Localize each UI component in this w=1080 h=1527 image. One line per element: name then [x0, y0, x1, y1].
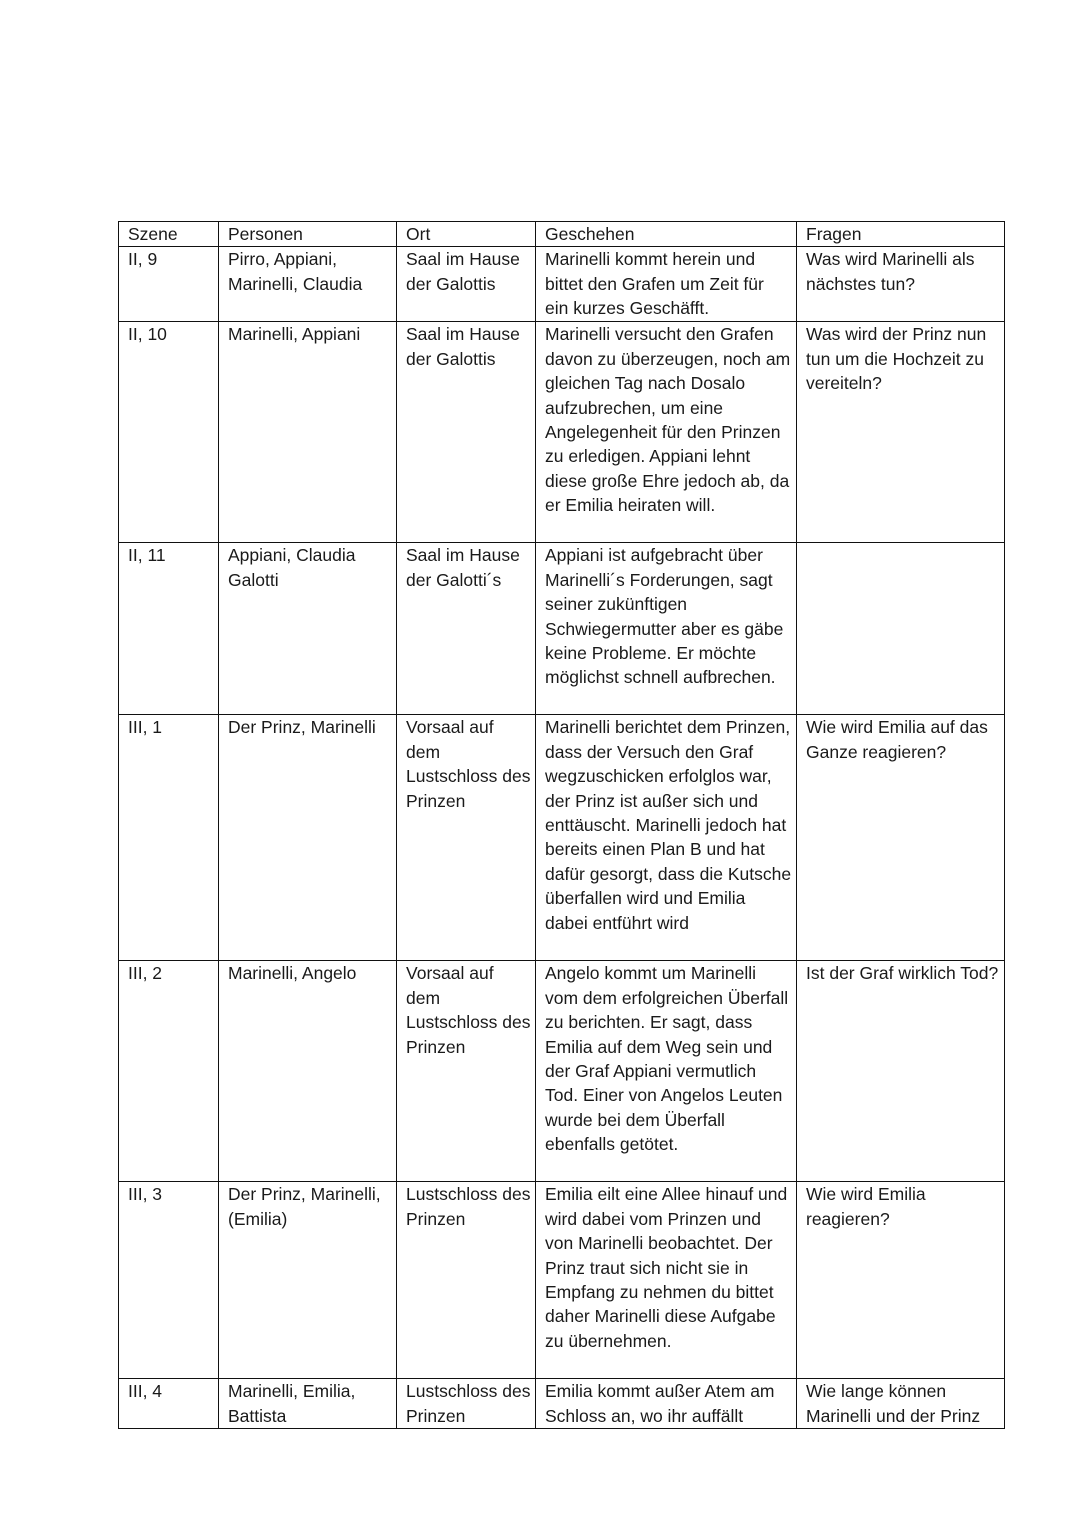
table-row — [119, 715, 1005, 961]
cell-scene: III, 2 — [119, 961, 219, 1182]
table-row — [119, 1379, 1005, 1429]
scene-table — [118, 221, 1005, 1429]
cell-events: Appiani ist aufgebracht über Marinelli´s Forderungen, sagt seiner zukünftigen Schwiegermutter aber es gäbe keine Probleme. Er möchte möglichst schnell aufbrechen. — [536, 543, 797, 715]
cell-events: Emilia eilt eine Allee hinauf und wird dabei vom Prinzen und von Marinelli beobachtet. Der Prinz traut sich nicht sie in Empfang zu nehmen du bittet daher Marinelli diese Aufgabe zu übernehmen. — [536, 1182, 797, 1379]
cell-persons: Marinelli, Emilia, Battista — [219, 1379, 397, 1429]
cell-scene: II, 10 — [119, 322, 219, 543]
header-scene: Szene — [119, 222, 219, 247]
cell-events: Angelo kommt um Marinelli vom dem erfolgreichen Überfall zu berichten. Er sagt, dass Emilia auf dem Weg sein und der Graf Appiani vermutlich Tod. Einer von Angelos Leuten wurde bei dem Überfall ebenfalls getötet. — [536, 961, 797, 1182]
cell-place: Saal im Hause der Galottis — [397, 247, 536, 322]
cell-events: Marinelli kommt herein und bittet den Grafen um Zeit für ein kurzes Geschäfft. — [536, 247, 797, 322]
header-place: Ort — [397, 222, 536, 247]
header-persons: Personen — [219, 222, 397, 247]
cell-questions: Was wird Marinelli als nächstes tun? — [797, 247, 1005, 322]
table-row — [119, 1182, 1005, 1379]
header-events: Geschehen — [536, 222, 797, 247]
cell-persons: Marinelli, Angelo — [219, 961, 397, 1182]
table-row — [119, 322, 1005, 543]
cell-scene: III, 3 — [119, 1182, 219, 1379]
table-row — [119, 543, 1005, 715]
cell-questions — [797, 543, 1005, 715]
cell-persons: Appiani, Claudia Galotti — [219, 543, 397, 715]
header-questions: Fragen — [797, 222, 1005, 247]
cell-questions: Wie wird Emilia auf das Ganze reagieren? — [797, 715, 1005, 961]
table-header-row — [119, 222, 1005, 247]
cell-persons: Der Prinz, Marinelli, (Emilia) — [219, 1182, 397, 1379]
cell-place: Vorsaal auf dem Lustschloss des Prinzen — [397, 715, 536, 961]
cell-place: Vorsaal auf dem Lustschloss des Prinzen — [397, 961, 536, 1182]
cell-scene: II, 11 — [119, 543, 219, 715]
cell-persons: Pirro, Appiani, Marinelli, Claudia — [219, 247, 397, 322]
cell-events: Marinelli berichtet dem Prinzen, dass der Versuch den Graf wegzuschicken erfolglos war, der Prinz ist außer sich und enttäuscht. Marinelli jedoch hat bereits einen Plan B und hat dafür gesorgt, dass die Kutsche überfallen wird und Emilia dabei entführt wird — [536, 715, 797, 961]
cell-questions: Wie lange können Marinelli und der Prinz — [797, 1379, 1005, 1429]
cell-questions: Wie wird Emilia reagieren? — [797, 1182, 1005, 1379]
cell-place: Saal im Hause der Galotti´s — [397, 543, 536, 715]
cell-scene: III, 1 — [119, 715, 219, 961]
table-row — [119, 961, 1005, 1182]
cell-events: Emilia kommt außer Atem am Schloss an, wo ihr auffällt — [536, 1379, 797, 1429]
cell-place: Saal im Hause der Galottis — [397, 322, 536, 543]
cell-scene: III, 4 — [119, 1379, 219, 1429]
cell-place: Lustschloss des Prinzen — [397, 1379, 536, 1429]
cell-place: Lustschloss des Prinzen — [397, 1182, 536, 1379]
cell-questions: Ist der Graf wirklich Tod? — [797, 961, 1005, 1182]
cell-events: Marinelli versucht den Grafen davon zu überzeugen, noch am gleichen Tag nach Dosalo aufzubrechen, um eine Angelegenheit für den Prinzen zu erledigen. Appiani lehnt diese große Ehre jedoch ab, da er Emilia heiraten will. — [536, 322, 797, 543]
table-row — [119, 247, 1005, 322]
cell-questions: Was wird der Prinz nun tun um die Hochzeit zu vereiteln? — [797, 322, 1005, 543]
cell-persons: Marinelli, Appiani — [219, 322, 397, 543]
cell-persons: Der Prinz, Marinelli — [219, 715, 397, 961]
cell-scene: II, 9 — [119, 247, 219, 322]
